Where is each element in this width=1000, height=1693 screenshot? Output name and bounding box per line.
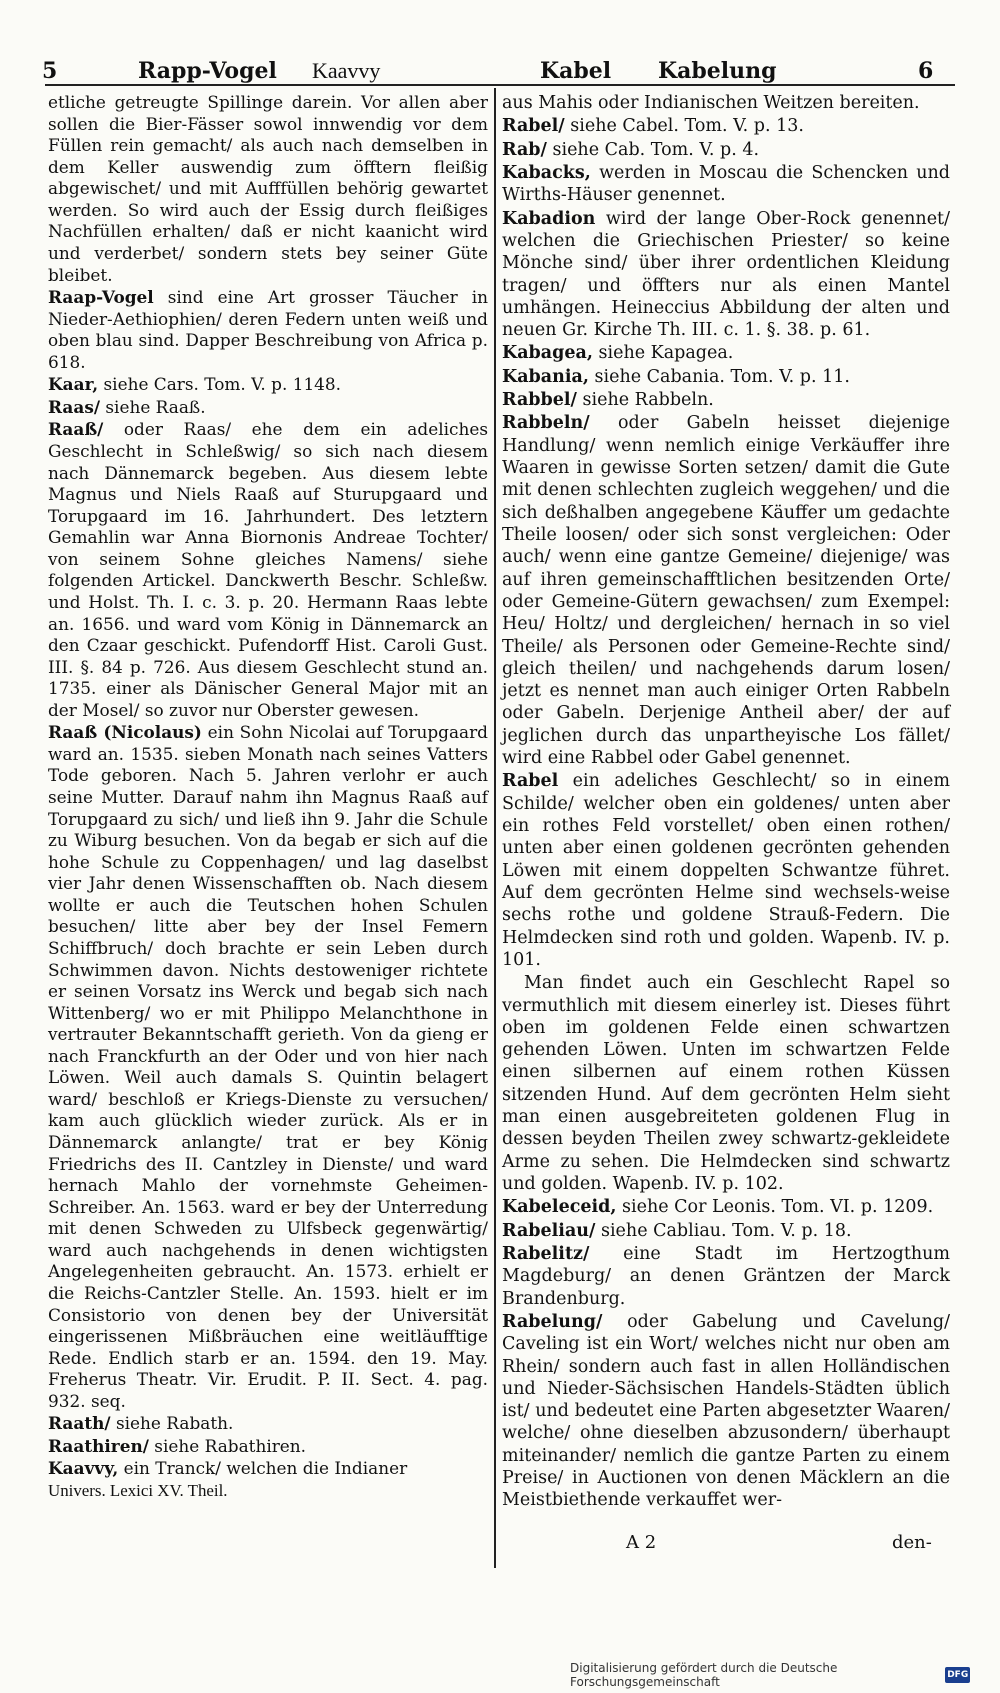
entry-headword: Rabbeln/ [502,413,590,434]
entry-headword: Raathiren/ [48,1435,149,1456]
credit-text: Digitalisierung gefördert durch die Deutsche Forschungsgemeinschaft [570,1661,838,1689]
dictionary-entry [502,208,950,342]
dictionary-entry [502,342,950,364]
entry-headword: Kabagea, [502,343,593,364]
entry-text: eine Stadt im Hertzogthum Magdeburg/ an denen Gräntzen der Marck Brandenburg. [502,1243,950,1309]
entry-text: siehe Rabath. [115,1413,234,1434]
dictionary-entry [502,972,950,1195]
running-header [30,58,970,92]
entry-text: sind eine Art grosser Täucher in Nieder-Aethiophien/ deren Federn unten weiß und oben blau sind. Dapper Beschreibung von Africa p. 618. [48,287,488,372]
left-guide-word: Rapp-Vogel [138,58,277,84]
entry-text: siehe Cars. Tom. V. p. 1148. [103,374,342,395]
entry-headword: Rabel/ [502,116,565,137]
dictionary-entry [48,1458,488,1501]
entry-headword: Rab/ [502,139,547,160]
entry-text: ein Sohn Nicolai auf Torupgaard ward an. 1535. sieben Monath nach seines Vatters Tode geboren. Nach 5. Jahren verlohr er auch seine Mutter. Darauf nahm ihn Magnus Raaß auf Torupgaard zu sich/ und ließ ihn 9. Jahr die Schule zu Wiburg besuchen. Von da begab er sich auf die hohe Schule zu Coppenhagen/ und lag daselbst vier Jahr denen Wissenschafften ob. Nach diesem wollte er auch die Teutschen hohen Schulen besuchen/ litte aber bey der Insel Femern Schiffbruch/ doch brachte er sein Leben durch Schwimmen davon. Nichts destoweniger richtete er seinen Vorsatz ins Werck und begab sich nach Wittenberg/ wo er mit Philippo Melanchthone in vertrauter Bekanntschafft gerieth. Von da gieng er nach Franckfurth an der Oder und von hier nach Löwen. Weil auch damals S. Quintin belagert ward/ beschloß er Kriegs-Dienste zu versuchen/ kam auch glücklich wieder zurück. Als er in Dännemarck anlangte/ trat er bey König Friedrichs des II. Cantzley in Dienste/ und ward hernach Mahlo der vornehmste Geheimen-Schreiber. An. 1563. ward er bey der Unterredung mit denen Schweden zu Ulfsbeck gegenwärtig/ ward auch nachgehends in denen wichtigsten Angelegenheiten gebraucht. An. 1573. erhielt er die Reichs-Cantzler Stelle. An. 1593. hielt er im Consistorio von denen bey der Universität eingerissenen Mißbräuchen eine weitläufftige Rede. Endlich starb er an. 1594. den 19. May. Freherus Theatr. Vir. Erudit. P. II. Sect. 4. pag. 932. seq. [48,722,488,1411]
dictionary-entry [48,287,488,373]
entry-text: siehe Kapagea. [598,343,734,364]
left-guide-word-2: Kaavvy [312,58,381,83]
dictionary-entry [502,366,950,388]
entry-text: oder Raas/ ehe dem ein adeliches Geschlecht in Schleßwig/ so sich nach diesem nach Dännemarck begeben. Aus diesem lebte Magnus und Niels Raaß auf Sturupgaard und Torupgaard im 16. Jahrhundert. Des letztern Gemahlin war Anna Biornonis Andreae Tochter/ von seinem Sohne gleiches Namens/ siehe folgenden Artickel. Danckwerth Beschr. Schleßw. und Holst. Th. I. c. 3. p. 20. Hermann Raas lebte an. 1656. und ward vom König in Dännemarck an den Czaar geschickt. Pufendorff Hist. Caroli Gust. III. §. 84 p. 726. Aus diesem Geschlecht stund an. 1735. einer als Dänischer General Major mit an der Mosel/ so zuvor nur Oberster gewesen. [48,419,488,720]
entry-headword: Rabbel/ [502,390,577,411]
entry-text: siehe Rabathiren. [154,1435,307,1456]
page-number-right: 6 [918,58,934,84]
dictionary-entry [502,770,950,971]
entry-headword: Rabel [502,771,559,792]
entry-headword: Kaavvy, [48,1458,119,1479]
entry-headword: Kabania, [502,366,589,387]
left-column [48,92,488,1503]
entry-headword: Raath/ [48,1413,111,1434]
entry-headword: Kabeleceid, [502,1197,617,1218]
entry-headword: Kaar, [48,374,99,395]
dictionary-entry [502,1220,950,1242]
entry-text: siehe Cor Leonis. Tom. VI. p. 1209. [622,1197,934,1218]
entry-headword: Kabadion [502,208,596,229]
entry-headword: Rabelung/ [502,1311,603,1332]
entry-text: wird der lange Ober-Rock genennet/ welchen die Griechischen Priester/ so keine Mönche sind/ über ihrer ordentlichen Kleidung tragen/ und öffters nur als einen Mantel umhängen. Heineccius Abbildung der alten und neuen Gr. Kirche Th. III. c. 1. §. 38. p. 61. [502,208,950,341]
page-number-left: 5 [42,58,58,84]
entry-text: oder Gabeln heisset diejenige Handlung/ wenn nemlich einige Verkäuffer ihre Waaren in gewisse Sorten setzen/ damit die Gute mit denen schlechten zugleich weggehen/ und die sich deßhalben angegebene Käuffer um gedachte Theile loosen/ oder sich sonst vergleichen: Oder auch/ wenn eine gantze Gemeine/ diejenige/ was auf ihren gemeinschafftlichen besitzenden Orte/ oder Gemeine-Gütern gewachsen/ zum Exempel: Heu/ Holtz/ und dergleichen/ hernach in so viel Theile/ als Personen oder Gemeine-Rechte sind/ gleich theilen/ und nachgehends darum losen/ jetzt es nennet man auch einiger Orten Rabbeln oder Gabeln. Derjenige Antheil aber/ der auf jeglichen durch das unpartheyische Los fället/ wird eine Rabbel oder Gabel genennet. [502,413,950,769]
entry-text: siehe Raaß. [105,396,206,417]
entry-headword: Raaß/ [48,419,104,440]
dictionary-entry [48,397,488,419]
signature-mark: A 2 [626,1532,657,1553]
entry-text: oder Gabelung und Cavelung/ Caveling ist ein Wort/ welches nicht nur oben am Rhein/ sondern auch fast in allen Holländischen und Nieder-Sächsischen Handels-Städten üblich ist/ und bedeutet eine Parten abgesetzter Waaren/ welche/ ohne dieselben abzusondern/ überhaupt miteinander/ nemlich die gantze Parten zu einem Preise/ in Auctionen von denen Mäcklern an die Meistbiethende verkauffet wer- [502,1311,950,1511]
dictionary-entry [48,419,488,721]
header-rule [45,84,955,86]
dictionary-entry [502,162,950,207]
entry-text: siehe Rabbeln. [582,390,714,411]
right-column [502,92,950,1513]
column-divider [494,88,496,1568]
dictionary-entry [502,1311,950,1512]
dictionary-entry [48,92,488,286]
dictionary-entry [48,374,488,396]
dictionary-entry [502,1196,950,1218]
entry-headword: Rabeliau/ [502,1220,596,1241]
dictionary-entry [48,722,488,1412]
entry-text: siehe Cabel. Tom. V. p. 13. [570,116,804,137]
digitization-credit [570,1661,970,1689]
volume-footer-note: Univers. Lexici XV. Theil. [48,1481,228,1500]
entry-text: aus Mahis oder Indianischen Weitzen bereiten. [502,93,920,113]
entry-text: ein Tranck/ welchen die Indianer [123,1458,408,1479]
dictionary-entry [48,1413,488,1435]
dictionary-entry [502,389,950,411]
entry-text: werden in Moscau die Schencken und Wirths-Häuser genennet. [502,162,950,206]
entry-headword: Kabacks, [502,162,591,183]
dictionary-entry [502,92,950,114]
dictionary-entry [48,1436,488,1458]
dictionary-entry [502,139,950,161]
entry-text: etliche getreugte Spillinge darein. Vor allen aber sollen die Bier-Fässer sowol innwendig vor dem Füllen rein gemacht/ als auch nach demselben in dem Keller auswendig zum öfftern fleißig abgewischet/ und mit Aufffüllen behörig gewartet werden. So wird auch der Essig durch fleißiges Nachfüllen erhalten/ daß er nicht kaanicht wird und verderbet/ sondern stets bey seiner Güte bleibet. [48,92,488,285]
dictionary-entry [502,1243,950,1310]
entry-headword: Rabelitz/ [502,1243,590,1264]
dfg-logo: DFG [945,1667,970,1683]
entry-text: Man findet auch ein Geschlecht Rapel so vermuthlich mit diesem einerley ist. Dieses führt oben im goldenen Felde einen schwartzen gehenden Löwen. Unten im schwartzen Felde einen silbernen auf einem rothen Küssen sitzenden Hund. Auf dem gecrönten Helm sieht man einen ausgebreiteten goldenen Flug in dessen beyden Theilen zwey schwartz-gekleidete Arme zu sehen. Die Helmdecken sind schwartz und golden. Wapenb. IV. p. 102. [502,973,950,1194]
entry-text: ein adeliches Geschlecht/ so in einem Schilde/ welcher oben ein goldenes/ unten aber ein rothes Feld vorstellet/ oben einen rothen/ unten aber einen goldenen gecrönten gehenden Löwen mit einem doppelten Schwantze führet. Auf dem gecrönten Helme sind wechsels-weise sechs rothe und goldene Strauß-Federn. Die Helmdecken sind roth und golden. Wapenb. IV. p. 101. [502,771,950,970]
dictionary-entry [502,115,950,137]
entry-text: siehe Cab. Tom. V. p. 4. [552,139,760,160]
entry-text: siehe Cabania. Tom. V. p. 11. [594,366,850,387]
catchword: den- [892,1532,932,1553]
right-guide-word: Kabel [540,58,612,84]
dictionary-entry [502,412,950,769]
entry-headword: Raap-Vogel [48,287,154,308]
entry-headword: Raaß (Nicolaus) [48,722,202,743]
entry-text: siehe Cabliau. Tom. V. p. 18. [600,1220,852,1241]
right-guide-word-2: Kabelung [658,58,777,84]
entry-headword: Raas/ [48,396,100,417]
